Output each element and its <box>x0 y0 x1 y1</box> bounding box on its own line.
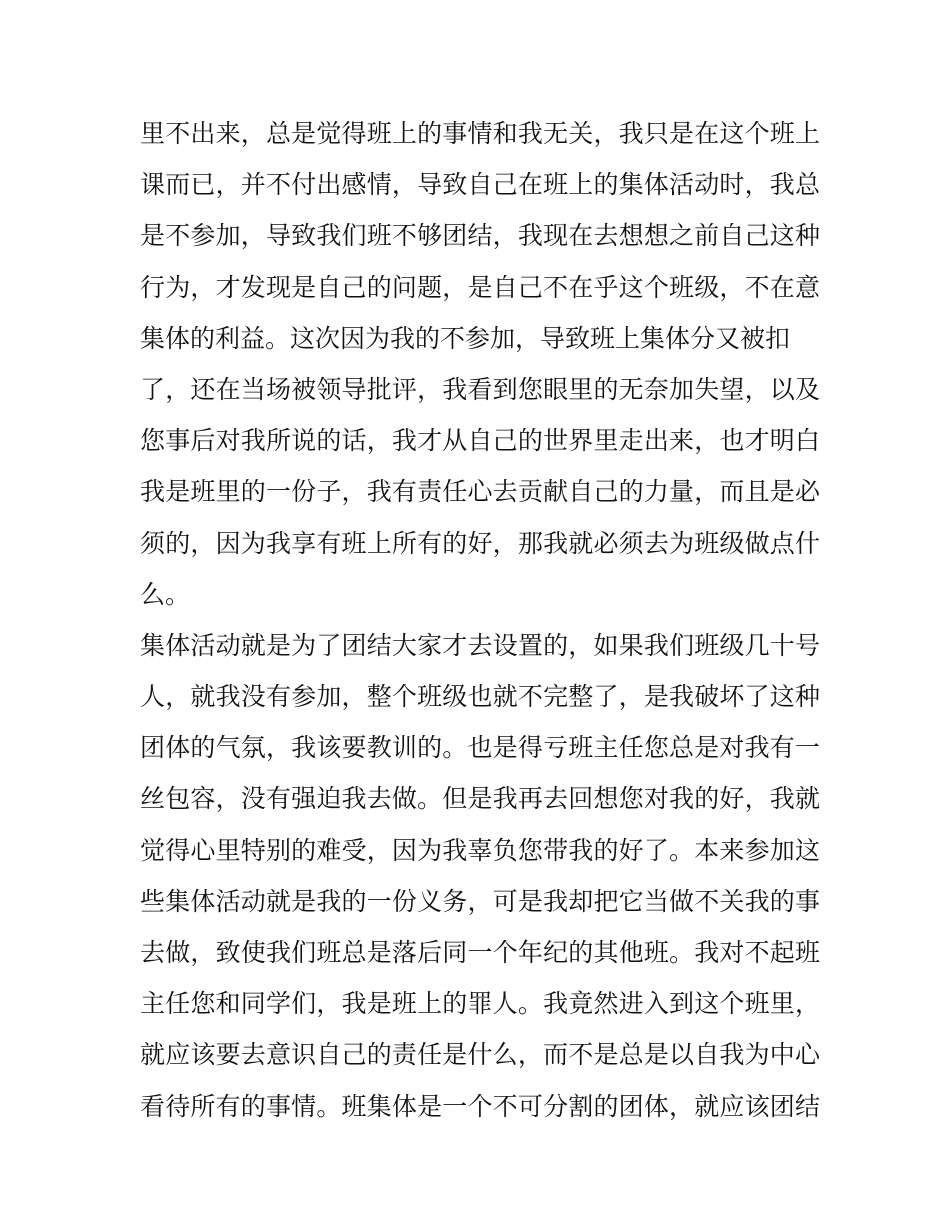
text-line: 看待所有的事情。班集体是一个不可分割的团体，就应该团结 <box>140 1091 820 1121</box>
text-line: 主任您和同学们，我是班上的罪人。我竟然进入到这个班里， <box>140 989 820 1019</box>
text-line: 就应该要去意识自己的责任是什么，而不是总是以自我为中心 <box>140 1040 820 1070</box>
text-line: 集体的利益。这次因为我的不参加，导致班上集体分又被扣 <box>140 323 791 353</box>
text-line: 些集体活动就是我的一份义务，可是我却把它当做不关我的事 <box>140 886 820 916</box>
text-line: 去做，致使我们班总是落后同一个年纪的其他班。我对不起班 <box>140 938 820 967</box>
text-line: 是不参加，导致我们班不够团结，我现在去想想之前自己这种 <box>140 221 820 251</box>
document-body <box>140 108 820 1132</box>
text-line: 行为，才发现是自己的问题，是自己不在乎这个班级，不在意 <box>140 272 820 302</box>
text-line: 了，还在当场被领导批评，我看到您眼里的无奈加失望，以及 <box>140 374 820 404</box>
text-line: 觉得心里特别的难受，因为我辜负您带我的好了。本来参加这 <box>140 835 820 865</box>
text-line: 丝包容，没有强迫我去做。但是我再去回想您对我的好，我就 <box>140 784 820 814</box>
text-line: 课而已，并不付出感情，导致自己在班上的集体活动时，我总 <box>140 170 820 200</box>
text-line: 么。 <box>140 579 191 609</box>
paragraph-2 <box>140 620 820 1132</box>
text-line: 集体活动就是为了团结大家才去设置的，如果我们班级几十号 <box>140 630 820 660</box>
text-line: 团体的气氛，我该要教训的。也是得亏班主任您总是对我有一 <box>140 733 820 763</box>
text-line: 里不出来，总是觉得班上的事情和我无关，我只是在这个班上 <box>140 119 820 148</box>
text-line: 我是班里的一份子，我有责任心去贡献自己的力量，而且是必 <box>140 477 820 507</box>
text-line: 您事后对我所说的话，我才从自己的世界里走出来，也才明白 <box>140 426 820 456</box>
text-line: 人，就我没有参加，整个班级也就不完整了，是我破坏了这种 <box>140 682 820 712</box>
text-line: 须的，因为我享有班上所有的好，那我就必须去为班级做点什 <box>140 528 820 558</box>
paragraph-1 <box>140 108 820 620</box>
